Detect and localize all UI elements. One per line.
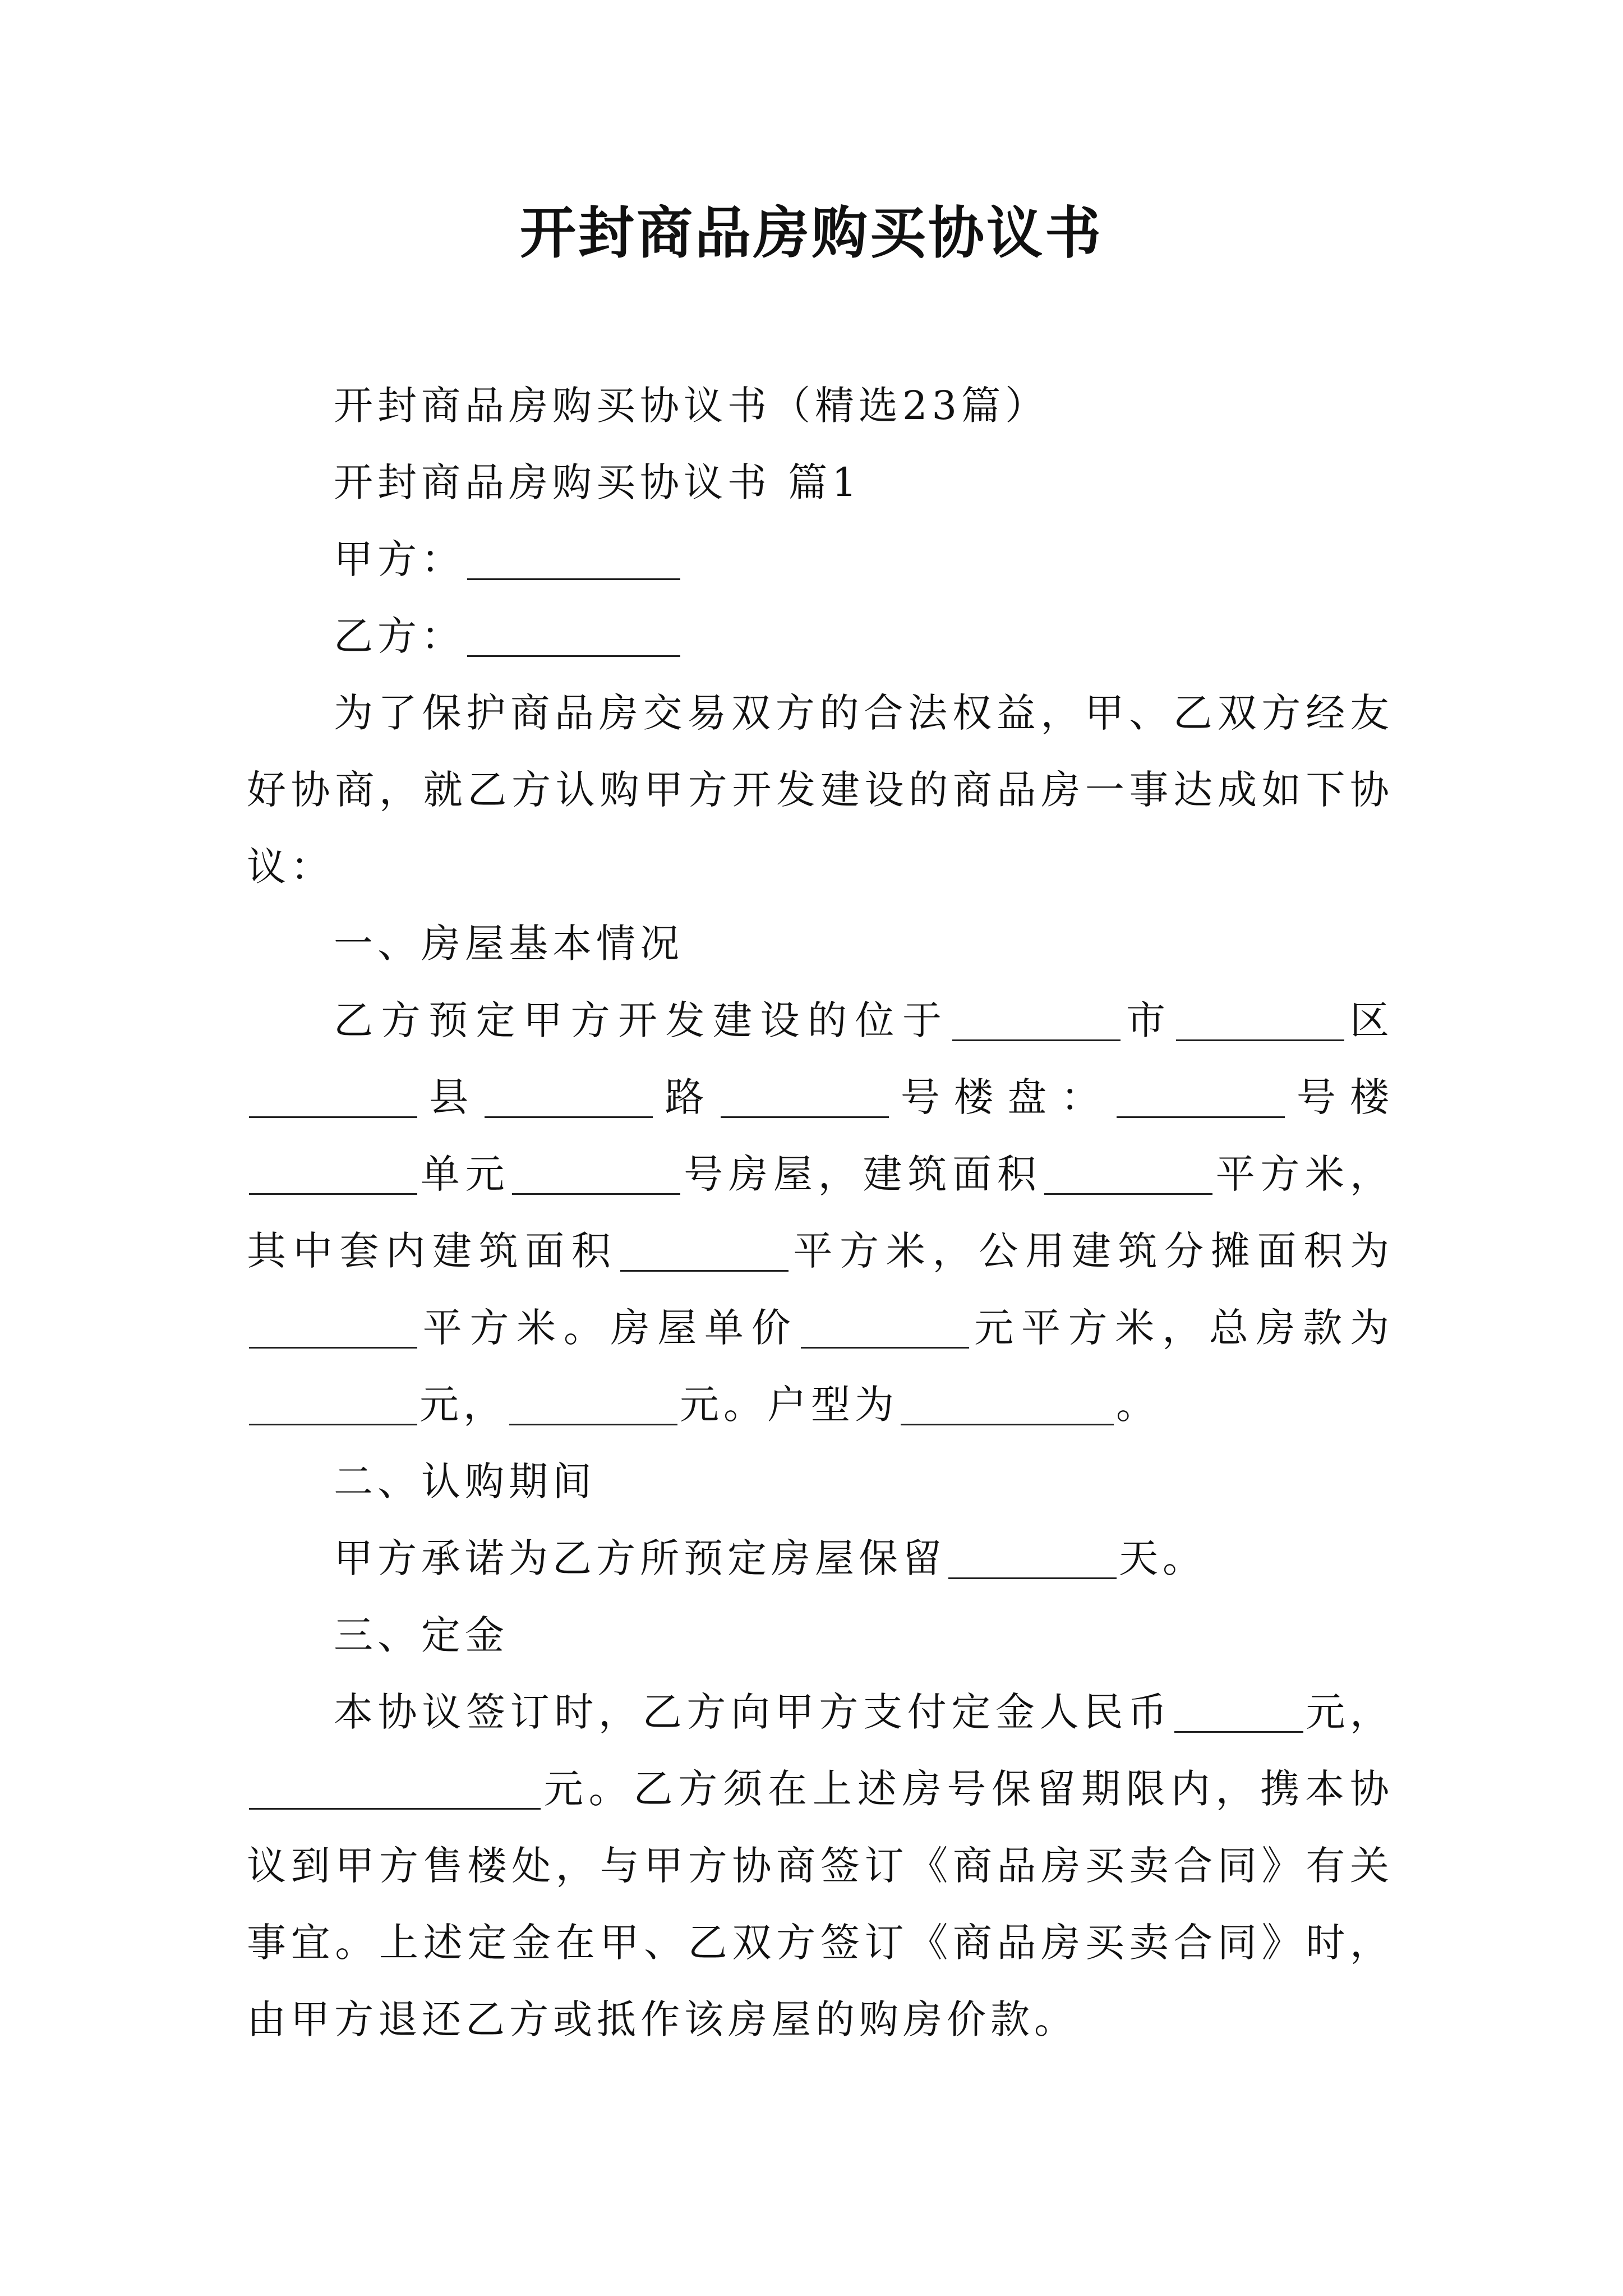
text-segment: 号楼盘： [891, 1074, 1114, 1120]
text-segment: 甲方承诺为乙方所预定房屋保留 [334, 1535, 946, 1581]
document-title: 开封商品房购买协议书 [520, 200, 1103, 266]
unit-price-blank [801, 1308, 969, 1349]
layout-type-blank [901, 1384, 1114, 1425]
shared-area-blank [249, 1308, 417, 1349]
total-price-words-blank [509, 1384, 677, 1425]
text-segment: 本协议签订时，乙方向甲方支付定金人民币 [334, 1689, 1172, 1735]
document-body [247, 367, 1394, 2058]
text-segment: 元， [1305, 1689, 1394, 1735]
intro-paragraph: 为了保护商品房交易双方的合法权益，甲、乙双方经友好协商，就乙方认购甲方开发建设的商品房一事达成如下协议： [247, 690, 1394, 890]
days-blank [948, 1538, 1117, 1579]
text-segment: 元。户型为 [680, 1382, 898, 1428]
text-segment: 元。乙方须在上述房号保留期限内，携本协议到甲方售楼处，与甲方协商签订《商品房买卖合同》有关事宜。上述定金在甲、乙双方签订《商品房买卖合同》时，由甲方退还乙方或抵作该房屋的购房价款。 [247, 1766, 1394, 2042]
floor-area-blank [1044, 1154, 1212, 1195]
party-b-blank [467, 616, 680, 657]
section-header: 开封商品房购买协议书 篇1 [334, 459, 861, 505]
party-b-line [247, 598, 1394, 675]
text-segment: 县 [419, 1074, 483, 1120]
deposit-amount-blank [1174, 1692, 1303, 1733]
text-segment: 路 [655, 1074, 718, 1120]
party-a-blank [467, 539, 680, 580]
text-segment: 乙方预定甲方开发建设的位于 [334, 997, 950, 1043]
inner-area-blank [620, 1231, 789, 1272]
text-segment: 区 [1346, 997, 1394, 1043]
unit-blank [249, 1154, 417, 1195]
text-segment: 号楼 [1287, 1074, 1394, 1120]
basic-info-paragraph [247, 982, 1394, 1443]
heading-subscription-period: 二、认购期间 [334, 1458, 596, 1504]
city-blank [952, 1000, 1121, 1041]
text-segment: 号房屋，建筑面积 [683, 1151, 1042, 1197]
subtitle: 开封商品房购买协议书（精选23篇） [334, 383, 1049, 429]
party-a-label: 甲方： [334, 536, 465, 582]
building-blank [1117, 1077, 1285, 1118]
text-segment: 。 [1116, 1382, 1160, 1428]
text-segment: 元平方米，总房款为 [971, 1305, 1394, 1351]
subscription-paragraph [247, 1520, 1394, 1597]
text-segment: 单元 [419, 1151, 510, 1197]
text-segment: 市 [1122, 997, 1174, 1043]
text-segment: 平方米，其中套内建筑面积 [247, 1151, 1394, 1274]
text-segment: 元， [419, 1382, 507, 1428]
text-segment: 平方米，公用建筑分摊面积为 [790, 1228, 1394, 1274]
county-blank [249, 1077, 417, 1118]
party-b-label: 乙方： [334, 613, 465, 659]
deposit-paragraph [247, 1674, 1394, 2058]
heading-basic-info: 一、房屋基本情况 [334, 921, 684, 967]
text-segment: 天。 [1119, 1535, 1206, 1581]
text-segment: 平方米。房屋单价 [419, 1305, 799, 1351]
heading-deposit: 三、定金 [334, 1612, 509, 1658]
room-blank [512, 1154, 680, 1195]
deposit-words-blank [249, 1769, 541, 1810]
total-price-blank [249, 1384, 417, 1425]
road-blank [485, 1077, 653, 1118]
district-blank [1176, 1000, 1344, 1041]
party-a-line [247, 521, 1394, 598]
estate-number-blank [721, 1077, 889, 1118]
